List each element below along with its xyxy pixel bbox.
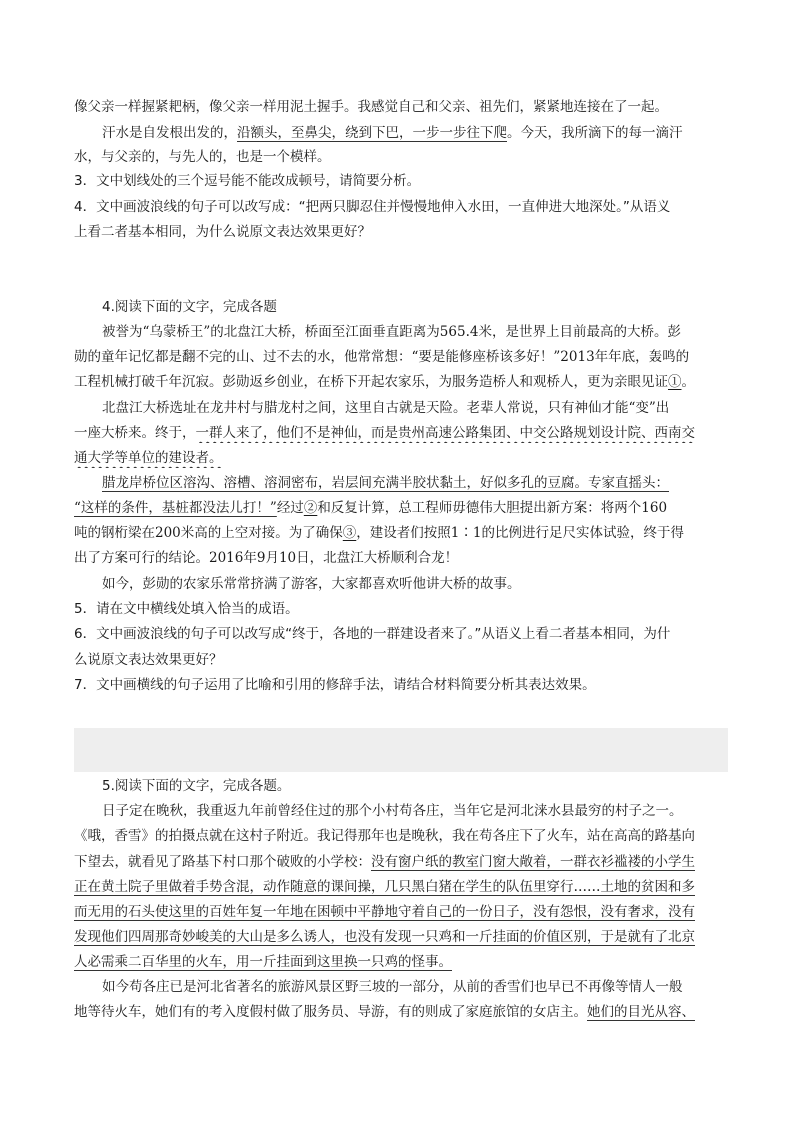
s3-underlined-part-4: 发现他们四周那奇妙峻美的大山是多么诱人，也没有发现一只鸡和一斤挂面的价值区别，于是就有了北京 [74,929,695,945]
s3-p1-line-2: 《哦，香雪》的拍摄点就在这村子附近。我记得那年也是晚秋，我在苟各庄下了火车，站在高高的路基向 [74,828,695,844]
s2-p3-line-4: 出了方案可行的结论。2016年9月10日，北盘江大桥顺利合龙！ [74,550,459,566]
question-4-line-2: 上看二者基本相同，为什么说原文表达效果更好？ [74,224,371,240]
s2-p1-line-1: 被誉为“乌蒙桥王”的北盘江大桥，桥面至江面垂直距离为565.4米，是世界上目前最高的大桥。彭 [102,324,681,340]
s2-p1-line-2: 勋的童年记忆都是翻不完的山、过不去的水，他常常想：“要是能修座桥该多好！”2013年年底，轰鸣的 [74,349,690,365]
s2-p3-line-2 [74,498,800,518]
s3-p1-text: 下望去，就看见了路基下村口那个破败的小学校： [74,854,371,870]
question-3: 3．文中划线处的三个逗号能不能改成顿号，请简要分析。 [74,173,421,189]
s3-underlined-part-3: 而无用的石头使这里的百姓年复一年地在困顿中平静地守着自己的一份日子，没有怨恨，没有奢求，没有 [74,904,695,920]
s2-p3-line-1 [102,473,800,493]
s3-underlined-part-6: 她们的目光从容、 [587,1004,695,1020]
question-7: 7．文中画横线的句子运用了比喻和引用的修辞手法，请结合材料简要分析其表达效果。 [74,677,596,693]
section-3-heading: 5.阅读下面的文字，完成各题。 [102,778,291,794]
s2-p3-text-b: 经过 [276,500,304,516]
s3-p1-line-6 [74,927,800,947]
s1-paragraph-2-line-1 [102,123,800,143]
s2-p3-text-d: 吨的钢桁梁在200米高的上空对接。为了确保 [74,525,343,541]
s2-underlined-sentence-part-1: 腊龙岸桥位区溶沟、溶槽、溶洞密布，岩层间充满半胶状黏土，好似多孔的豆腐。专家直摇头： [102,475,669,491]
s1-underlined-phrase: 沿额头，至鼻尖，绕到下巴，一步一步往下爬 [237,125,507,141]
s1-paragraph-1: 像父亲一样握紧耙柄，像父亲一样用泥土握手。我感觉自己和父亲、祖先们，紧紧地连接在了一起。 [74,99,668,115]
s3-p2-line-1: 如今苟各庄已是河北省著名的旅游风景区野三坡的一部分，从前的香雪们也早已不再像等情人一般 [102,979,683,995]
s2-paragraph-4: 如今，彭勋的农家乐常常挤满了游客，大家都喜欢听他讲大桥的故事。 [102,576,521,592]
s2-p1-line-3: 工程机械打破千年沉寂。彭勋返乡创业，在桥下开起农家乐，为服务造桥人和观桥人，更为亲眼见证①。 [74,374,695,390]
section-2-heading: 4.阅读下面的文字，完成各题 [102,299,277,315]
s2-p3-text-e: ，建设者们按照1∶1的比例进行足尺实体试验，终于得 [356,525,684,541]
s2-p2-line-1: 北盘江大桥选址在龙井村与腊龙村之间，这里自古就是天险。老辈人常说，只有神仙才能“变”出 [102,400,670,416]
s3-p1-line-5 [74,902,800,922]
blank-3: ③ [342,525,357,541]
question-4-line-1: 4．文中画波浪线的句子可以改写成：“把两只脚忍住并慢慢地伸入水田，一直伸进大地深处。”从语义 [74,199,671,215]
question-6-line-2: 么说原文表达效果更好？ [74,652,223,668]
question-5: 5．请在文中横线处填入恰当的成语。 [74,601,299,617]
s3-p1-line-7 [74,952,800,972]
s2-p3-text-c: 和反复计算，总工程师毋德伟大胆提出新方案：将两个160 [317,500,668,516]
s1-paragraph-2-line-2: 水，与父亲的，与先人的，也是一个模样。 [74,149,331,165]
s2-p2-line-2 [74,423,800,443]
s2-p3-line-3 [74,523,800,543]
s3-underlined-part-5: 人必需乘二百华里的火车，用一斤挂面到这里换一只鸡的怪事。 [74,954,452,970]
s2-p2-text: 一座大桥来。终于， [74,425,196,441]
s2-p2-line-3 [74,448,800,468]
blank-1: ① [668,374,682,390]
section-divider-band [74,728,728,772]
question-6-line-1: 6．文中画波浪线的句子可以改写成“终于，各地的一群建设者来了。”从语义上看二者基本相同，为什 [74,626,671,642]
blank-2: ② [303,500,318,516]
s2-underlined-sentence-part-2: “这样的条件，基桩都没法儿打！” [74,500,277,516]
s3-underlined-part-1: 没有窗户纸的教室门窗大敞着，一群衣衫褴褛的小学生 [371,854,695,870]
s3-p2-line-2 [74,1002,800,1022]
s3-p1-line-4 [74,877,800,897]
s2-p1-text: 工程机械打破千年沉寂。彭勋返乡创业，在桥下开起农家乐，为服务造桥人和观桥人，更为亲眼见证 [74,374,668,390]
s3-p1-line-3 [74,852,800,872]
s3-p1-line-1: 日子定在晚秋，我重返九年前曾经住过的那个小村苟各庄，当年它是河北涞水县最穷的村子之一。 [102,803,683,819]
s3-p2-text: 地等待火车，她们有的考入度假村做了服务员、导游，有的则成了家庭旅馆的女店主。 [74,1004,587,1020]
s2-wavy-sentence-part-2: 通大学等单位的建设者。 [74,450,223,466]
s1-p2-text-c: 。今天，我所滴下的每一滴汗 [507,125,683,141]
s3-underlined-part-2: 正在黄土院子里做着手势含混，动作随意的课间操，几只黑白猪在学生的队伍里穿行……土地的贫困和多 [74,879,695,895]
s2-wavy-sentence-part-1: 一群人来了，他们不是神仙，而是贵州高速公路集团、中交公路规划设计院、西南交 [195,425,695,441]
s1-p2-text-a: 汗水是自发根出发的， [102,125,237,141]
